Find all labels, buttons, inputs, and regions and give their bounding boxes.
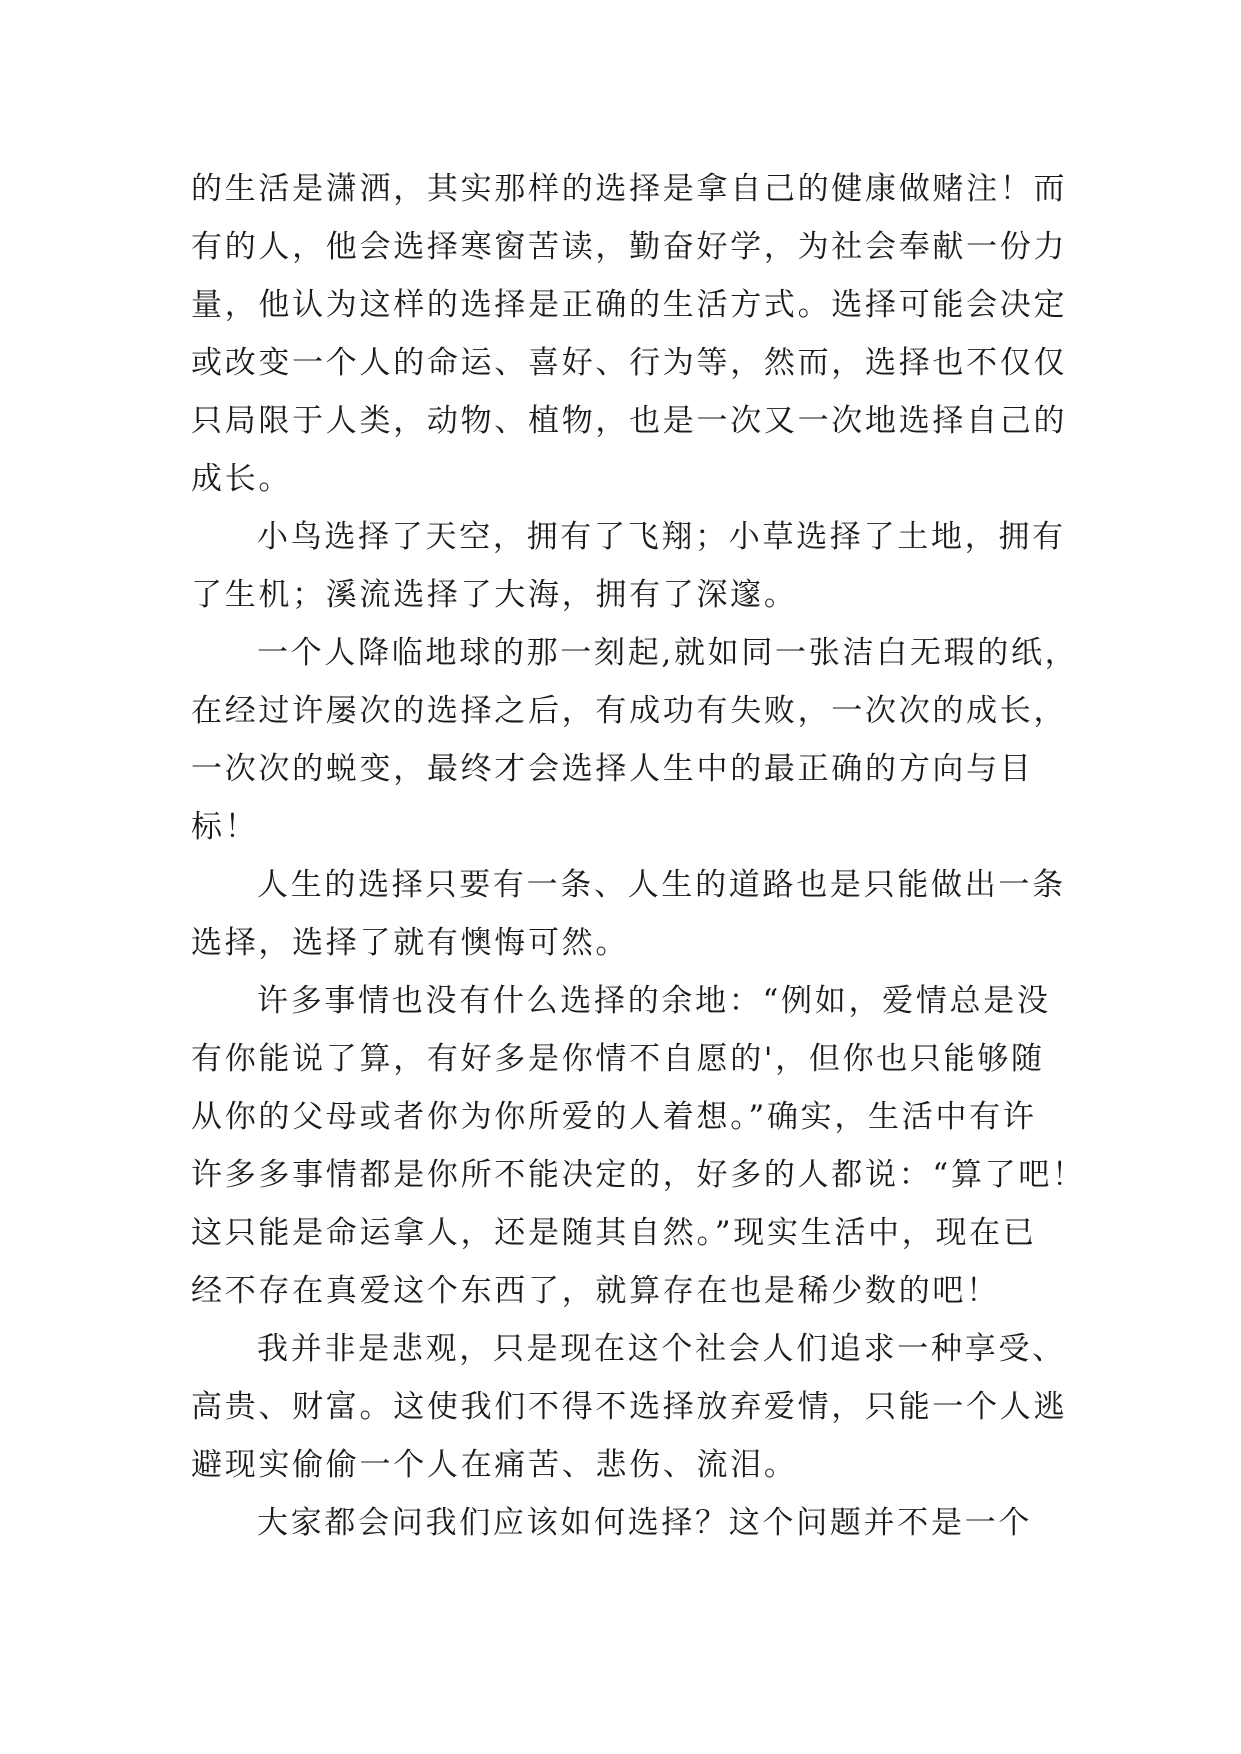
paragraph: [191, 508, 1066, 624]
text-line: 一个人降临地球的那一刻起,就如同一张洁白无瑕的纸，: [257, 635, 1079, 671]
text-line: 量，他认为这样的选择是正确的生活方式。选择可能会决定: [191, 287, 1068, 323]
text-line: 这只能是命运拿人，还是随其自然。”现实生活中，现在已: [191, 1215, 1037, 1251]
paragraph: [191, 972, 1086, 1320]
text-line: 经不存在真爱这个东西了，就算存在也是稀少数的吧！: [191, 1273, 1000, 1309]
text-line: 小鸟选择了天空，拥有了飞翔；小草选择了土地，拥有: [257, 519, 1066, 555]
text-line: 选择，选择了就有懊悔可然。: [191, 925, 630, 961]
paragraph: [191, 1320, 1068, 1494]
text-line: 或改变一个人的命运、喜好、行为等，然而，选择也不仅仅: [191, 345, 1068, 381]
paragraph: [191, 624, 1079, 856]
text-line: 有的人，他会选择寒窗苦读，勤奋好学，为社会奉献一份力: [191, 229, 1068, 265]
text-line: 避现实偷偷一个人在痛苦、悲伤、流泪。: [191, 1447, 798, 1483]
text-line: 一次次的蜕变，最终才会选择人生中的最正确的方向与目: [191, 751, 1034, 787]
text-line: 有你能说了算，有好多是你情不自愿的'，但你也只能够随: [191, 1041, 1045, 1077]
text-line: 在经过许屡次的选择之后，有成功有失败，一次次的成长，: [191, 693, 1068, 729]
text-line: 人生的选择只要有一条、人生的道路也是只能做出一条: [257, 867, 1066, 903]
paragraph: [191, 856, 1066, 972]
paragraph: [191, 160, 1068, 508]
text-line: 从你的父母或者你为你所爱的人着想。”确实，生活中有许: [191, 1099, 1037, 1135]
text-line: 只局限于人类，动物、植物，也是一次又一次地选择自己的: [191, 403, 1068, 439]
text-line: 高贵、财富。这使我们不得不选择放弃爱情，只能一个人逃: [191, 1389, 1068, 1425]
text-line: 成长。: [191, 461, 293, 497]
text-line: 我并非是悲观，只是现在这个社会人们追求一种享受、: [257, 1331, 1066, 1367]
text-line: 的生活是潇洒，其实那样的选择是拿自己的健康做赌注！而: [191, 171, 1068, 207]
text-line: 许多多事情都是你所不能决定的，好多的人都说：“算了吧！: [191, 1157, 1086, 1193]
body-text: [191, 160, 1086, 1552]
text-line: 大家都会问我们应该如何选择？这个问题并不是一个: [257, 1505, 1033, 1541]
text-line: 标！: [191, 809, 259, 845]
text-line: 了生机；溪流选择了大海，拥有了深邃。: [191, 577, 798, 613]
text-line: 许多事情也没有什么选择的余地：“例如，爱情总是没: [257, 983, 1051, 1019]
paragraph: [191, 1494, 1061, 1552]
